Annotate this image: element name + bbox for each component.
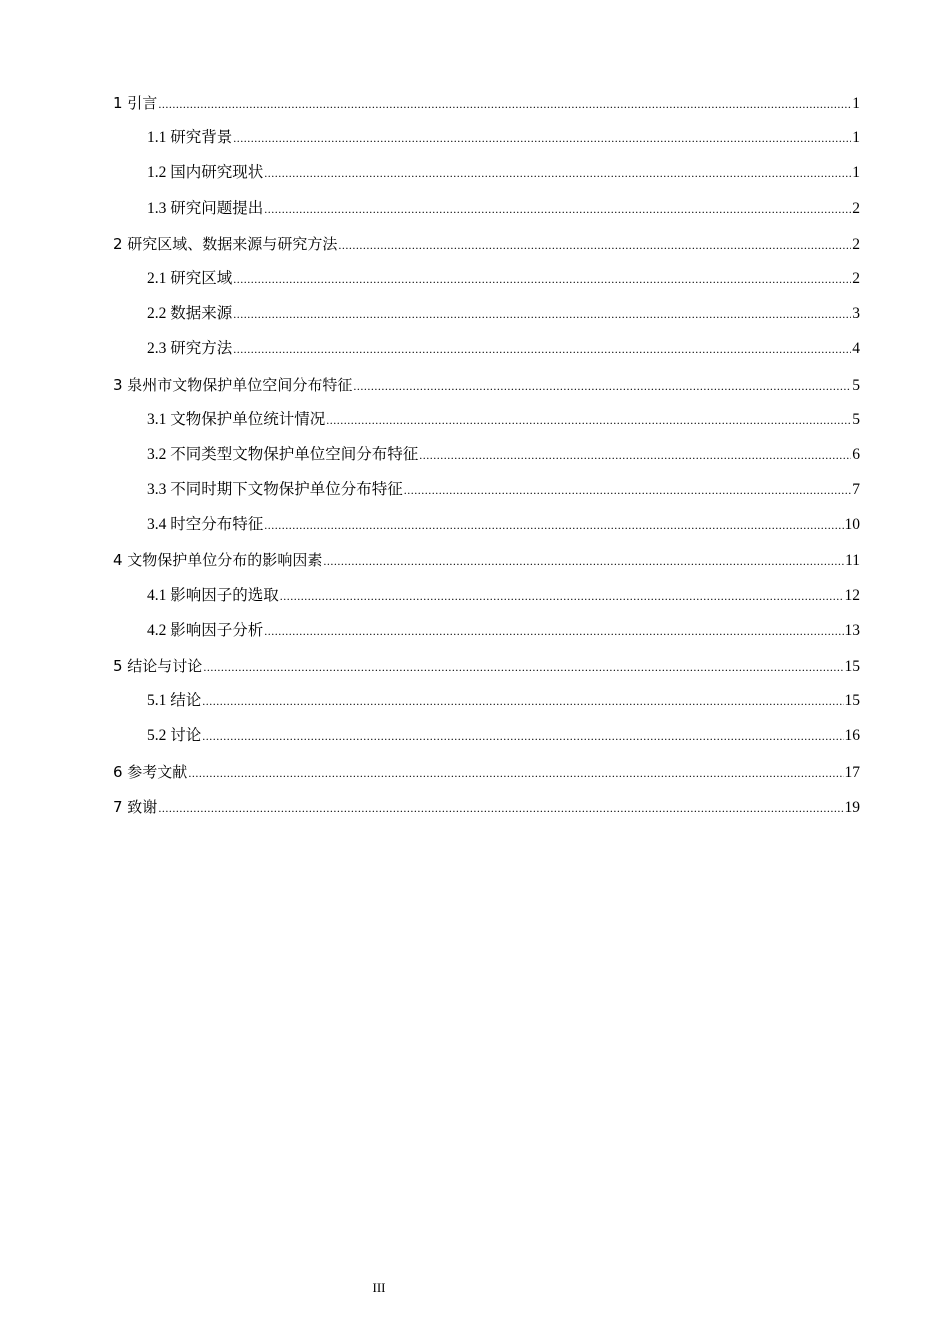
toc-dot-leader xyxy=(264,512,843,538)
toc-entry[interactable] xyxy=(113,477,860,512)
toc-dot-leader xyxy=(264,618,843,644)
toc-entry-label: 2.3 研究方法 xyxy=(147,340,233,358)
toc-entry-label: 3 泉州市文物保护单位空间分布特征 xyxy=(113,375,353,394)
toc-entry-label: 5.2 讨论 xyxy=(147,727,202,745)
toc-entry-label: 4 文物保护单位分布的影响因素 xyxy=(113,551,323,570)
toc-dot-leader xyxy=(202,723,843,749)
toc-page-number: 5 xyxy=(852,410,860,428)
toc-page-number: 2 xyxy=(852,199,860,217)
toc-entry[interactable] xyxy=(113,512,860,547)
toc-entry-label: 1 引言 xyxy=(113,94,158,112)
toc-entry[interactable] xyxy=(113,759,860,794)
toc-entry-label: 2.1 研究区域 xyxy=(147,269,233,287)
toc-entry[interactable] xyxy=(113,547,860,582)
toc-entry[interactable] xyxy=(113,160,860,195)
toc-dot-leader xyxy=(264,160,851,186)
toc-entry[interactable] xyxy=(113,125,860,160)
toc-page-number: 15 xyxy=(844,692,860,710)
toc-entry-label: 6 参考文献 xyxy=(113,762,188,781)
toc-entry[interactable] xyxy=(113,618,860,653)
toc-dot-leader xyxy=(233,266,851,292)
toc-page-number: 16 xyxy=(844,727,860,745)
toc-dot-leader xyxy=(353,373,851,399)
page-number-footer: III xyxy=(372,1280,386,1295)
toc-entry[interactable] xyxy=(113,688,860,723)
table-of-contents xyxy=(113,90,860,829)
toc-entry-label: 5 结论与讨论 xyxy=(113,657,203,675)
toc-entry[interactable] xyxy=(113,231,860,266)
toc-entry[interactable] xyxy=(113,90,860,125)
toc-dot-leader xyxy=(404,477,851,503)
toc-entry-label: 5.1 结论 xyxy=(147,692,202,710)
toc-dot-leader xyxy=(158,795,843,821)
toc-entry[interactable] xyxy=(113,301,860,336)
toc-page-number: 2 xyxy=(852,235,860,253)
toc-entry[interactable] xyxy=(113,266,860,301)
toc-page-number: 1 xyxy=(852,95,860,112)
toc-entry-label: 4.1 影响因子的选取 xyxy=(147,586,279,604)
toc-entry[interactable] xyxy=(113,442,860,477)
toc-entry[interactable] xyxy=(113,723,860,758)
toc-dot-leader xyxy=(188,760,843,786)
toc-entry[interactable] xyxy=(113,794,860,829)
toc-page-number: 7 xyxy=(852,481,860,499)
toc-entry-label: 2 研究区域、数据来源与研究方法 xyxy=(113,234,338,253)
toc-page-number: 3 xyxy=(852,305,860,323)
toc-entry[interactable] xyxy=(113,653,860,688)
toc-dot-leader xyxy=(326,407,851,433)
toc-dot-leader xyxy=(280,583,844,609)
toc-entry[interactable] xyxy=(113,196,860,231)
toc-dot-leader xyxy=(233,125,851,151)
toc-entry-label: 3.1 文物保护单位统计情况 xyxy=(147,410,326,428)
toc-page-number: 1 xyxy=(852,164,860,182)
toc-entry[interactable] xyxy=(113,372,860,407)
toc-page-number: 10 xyxy=(844,516,860,534)
toc-page-number: 13 xyxy=(844,621,860,639)
toc-dot-leader xyxy=(233,301,851,327)
toc-page-number: 19 xyxy=(844,798,860,816)
toc-entry-label: 1.1 研究背景 xyxy=(147,129,233,147)
toc-page-number: 4 xyxy=(852,340,860,358)
toc-entry[interactable] xyxy=(113,583,860,618)
toc-entry-label: 3.2 不同类型文物保护单位空间分布特征 xyxy=(147,445,419,463)
toc-page-number: 15 xyxy=(844,658,860,675)
toc-dot-leader xyxy=(264,196,851,222)
toc-page-number: 2 xyxy=(852,269,860,287)
toc-entry-label: 3.4 时空分布特征 xyxy=(147,516,264,534)
toc-entry[interactable] xyxy=(113,407,860,442)
toc-dot-leader xyxy=(158,91,851,117)
toc-entry[interactable] xyxy=(113,336,860,371)
toc-entry-label: 4.2 影响因子分析 xyxy=(147,621,264,639)
toc-entry-label: 1.2 国内研究现状 xyxy=(147,164,264,182)
toc-entry-label: 3.3 不同时期下文物保护单位分布特征 xyxy=(147,481,403,499)
toc-entry-label: 7 致谢 xyxy=(113,797,158,816)
toc-page-number: 5 xyxy=(852,376,860,394)
toc-page-number: 6 xyxy=(852,445,860,463)
toc-dot-leader xyxy=(202,688,843,714)
toc-page-number: 11 xyxy=(845,552,860,570)
toc-page-number: 12 xyxy=(844,586,860,604)
toc-dot-leader xyxy=(233,336,851,362)
toc-dot-leader xyxy=(338,232,851,258)
toc-dot-leader xyxy=(323,548,844,574)
toc-entry-label: 1.3 研究问题提出 xyxy=(147,199,264,217)
toc-entry-label: 2.2 数据来源 xyxy=(147,305,233,323)
toc-page-number: 17 xyxy=(844,763,860,781)
toc-page-number: 1 xyxy=(852,129,860,147)
toc-dot-leader xyxy=(203,654,843,680)
toc-dot-leader xyxy=(419,442,851,468)
